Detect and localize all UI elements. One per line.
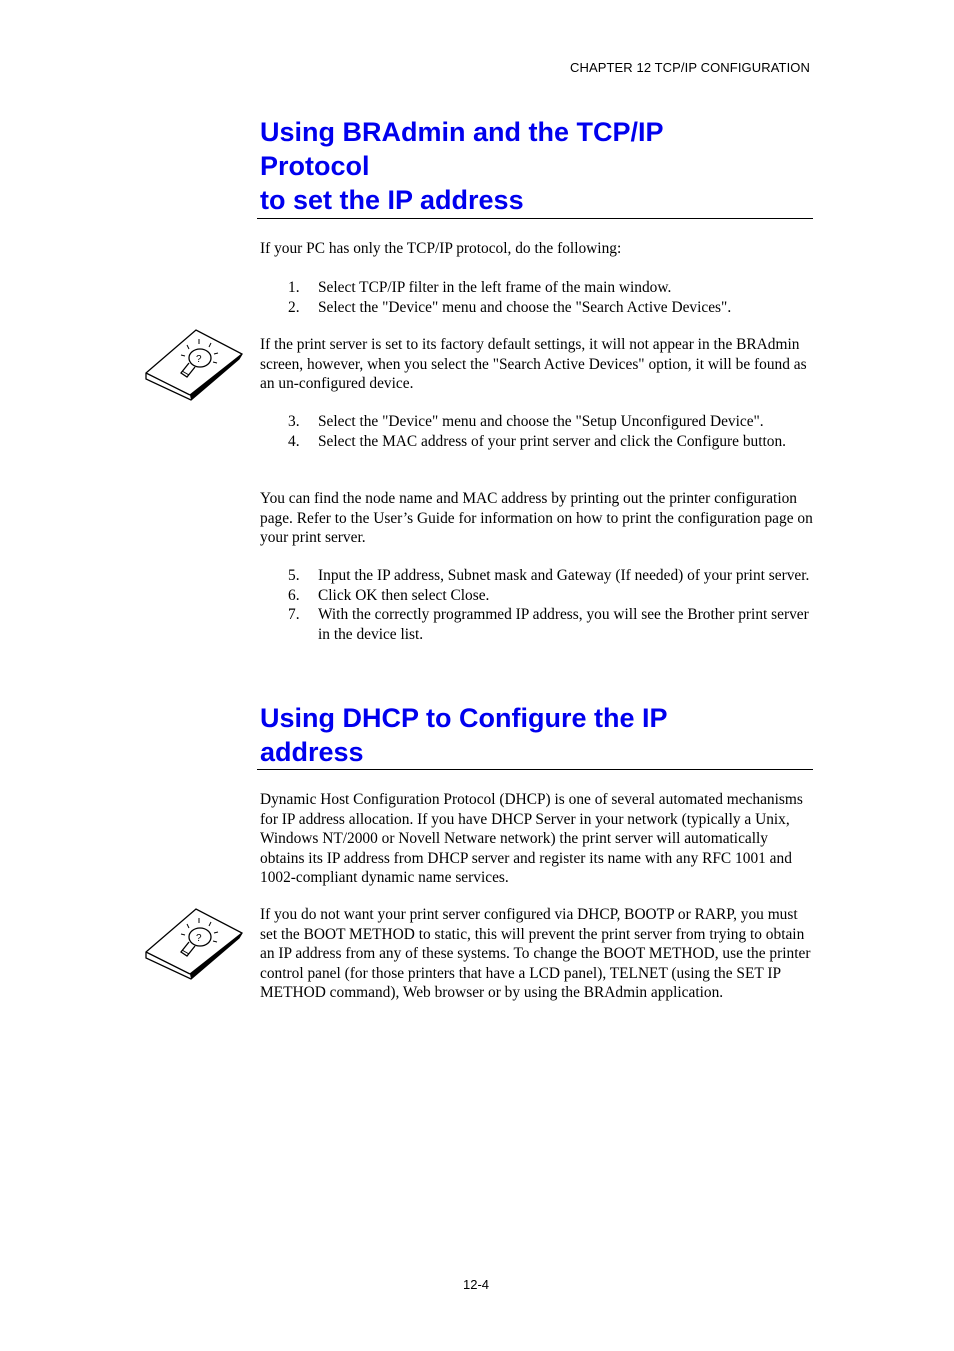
step-text: Click OK then select Close. bbox=[318, 586, 490, 604]
section-title-line: Using BRAdmin and the TCP/IP bbox=[260, 117, 664, 147]
step-number: 3. bbox=[288, 413, 300, 430]
page-number: 12-4 bbox=[462, 1277, 490, 1292]
step-number: 1. bbox=[288, 279, 300, 296]
list-item bbox=[260, 298, 815, 318]
tip-paragraph: If you do not want your print server configured via DHCP, BOOTP or RARP, you must set the BOOT METHOD to static, this will prevent the print server from trying to obtain an IP address from any of these systems. To change the BOOT METHOD, use the printer control panel (for those printers that have a LCD panel), TELNET (using the SET IP METHOD command), Web browser or by using the BRAdmin application. bbox=[260, 906, 811, 1001]
list-item bbox=[260, 432, 815, 452]
intro-paragraph: If your PC has only the TCP/IP protocol, do the following: bbox=[260, 240, 622, 257]
steps-list-c bbox=[260, 566, 815, 644]
step-number: 2. bbox=[288, 298, 300, 316]
section-title-line: to set the IP address bbox=[260, 185, 524, 215]
step-number: 4. bbox=[288, 432, 300, 450]
steps-list-a bbox=[260, 278, 815, 317]
step-number: 6. bbox=[288, 586, 300, 604]
note-paragraph: You can find the node name and MAC address by printing out the printer configuration page. Refer to the User’s Guide for information on how to print the configuration page on your print server. bbox=[260, 490, 813, 546]
heading-rule bbox=[257, 218, 813, 219]
step-text: Select the "Device" menu and choose the "Search Active Devices". bbox=[318, 298, 732, 316]
step-number: 7. bbox=[288, 606, 300, 623]
step-number: 5. bbox=[288, 567, 300, 584]
svg-text:?: ? bbox=[196, 933, 202, 944]
svg-text:?: ? bbox=[196, 354, 202, 365]
steps-list-b bbox=[260, 412, 815, 451]
section-title-bradmin bbox=[260, 115, 812, 217]
page-footer bbox=[0, 1277, 954, 1292]
list-item bbox=[260, 412, 815, 432]
step-text: Select the "Device" menu and choose the "Setup Unconfigured Device". bbox=[318, 413, 764, 430]
step-text: Select TCP/IP filter in the left frame of the main window. bbox=[318, 279, 672, 296]
step-text: Select the MAC address of your print server and click the Configure button. bbox=[318, 432, 787, 450]
list-item bbox=[260, 278, 815, 298]
list-item bbox=[260, 605, 815, 644]
step-text: Input the IP address, Subnet mask and Gateway (If needed) of your print server. bbox=[318, 567, 810, 584]
list-item bbox=[260, 566, 815, 586]
lightbulb-note-icon bbox=[143, 329, 245, 401]
section-title-line: Protocol bbox=[260, 151, 370, 181]
dhcp-paragraph: Dynamic Host Configuration Protocol (DHCP) is one of several automated mechanisms for IP address allocation. If you have DHCP Server in your network (typically a Unix, Windows NT/2000 or Novell Netware network) the print server will automatically obtains its IP address from DHCP server and register its name with any RFC 1001 and 1002-compliant dynamic name services. bbox=[260, 791, 803, 886]
heading-rule bbox=[257, 769, 813, 770]
section-title-line: Using DHCP to Configure the IP bbox=[260, 703, 668, 733]
section-title-dhcp bbox=[260, 701, 812, 769]
list-item bbox=[260, 586, 815, 606]
lightbulb-note-icon bbox=[143, 908, 245, 980]
section-title-line: address bbox=[260, 737, 364, 767]
tip-paragraph: If the print server is set to its factory default settings, it will not appear in the BRAdmin screen, however, when you select the "Search Active Devices" option, it will be found as an un-configured device. bbox=[260, 336, 807, 392]
chapter-header: CHAPTER 12 TCP/IP CONFIGURATION bbox=[569, 60, 810, 75]
step-text: With the correctly programmed IP address, you will see the Brother print server in the device list. bbox=[318, 606, 809, 643]
